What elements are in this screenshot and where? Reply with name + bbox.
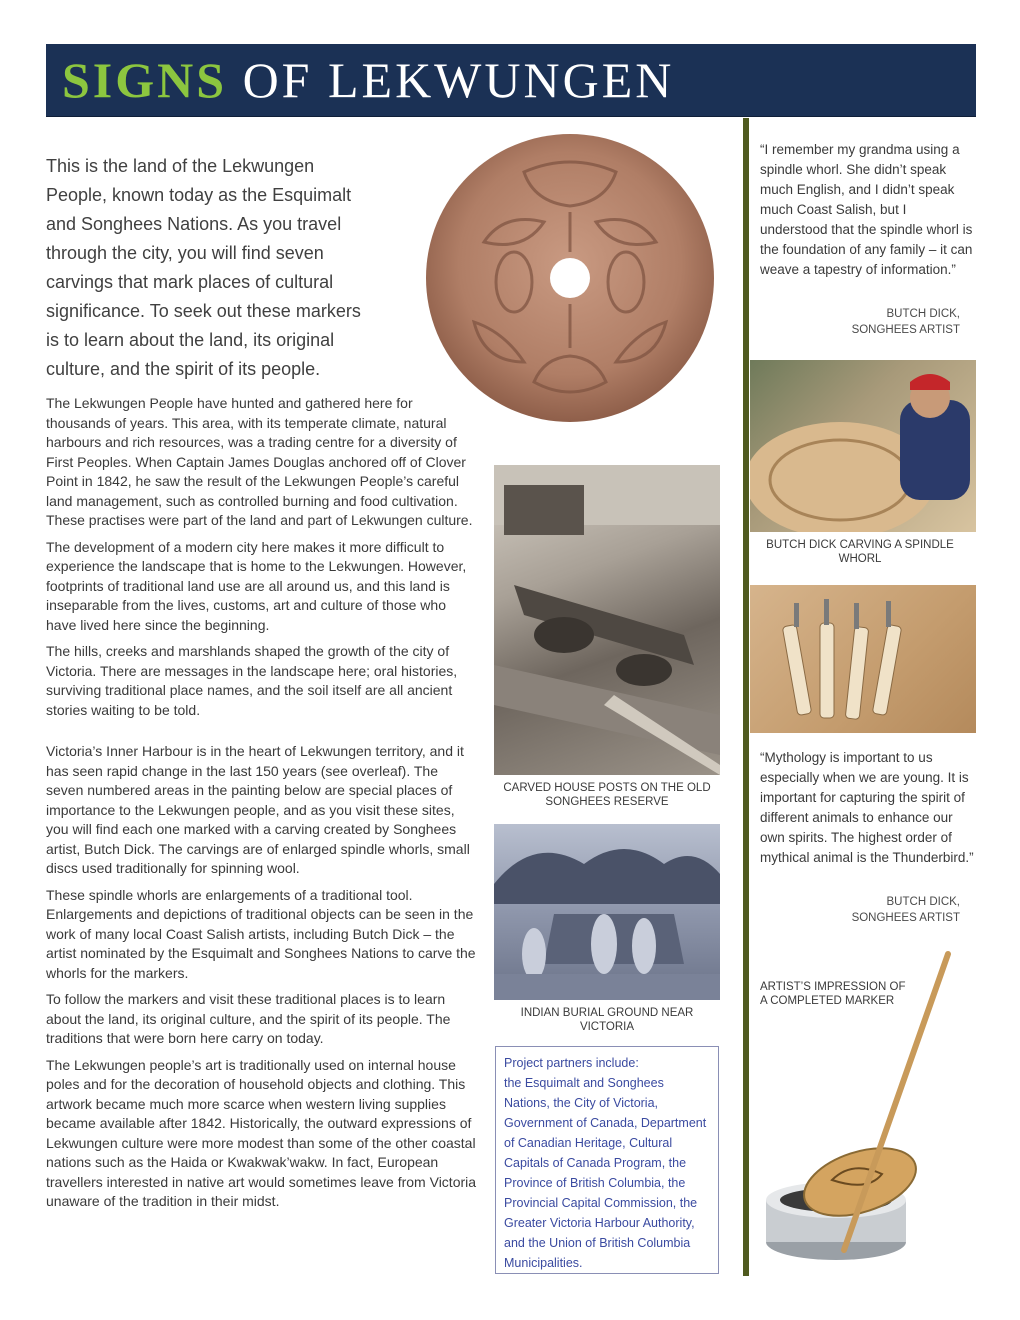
body-text-upper xyxy=(46,394,478,727)
quote-grandma: “I remember my grandma using a spindle whorl. She didn’t speak much English, and I didn’t speak much Coast Salish, but I understood that the spindle whorl is the foundation of any family – it can weave a tapestry of information.” xyxy=(760,142,973,277)
house-posts-caption: CARVED HOUSE POSTS ON THE OLD SONGHEES RESERVE xyxy=(503,782,711,808)
attribution-role: SONGHEES ARTIST xyxy=(851,324,960,336)
body-paragraph: The Lekwungen people’s art is traditionally used on internal house poles and for the decoration of household objects and clothing. This artwork became much more scarce when western living supplies became available after 1842. Historically, the outward expressions of Lekwungen culture were more modest than some of the other coastal nations such as the Haida or Kwakwak’wakw. In fact, European travellers interested in native art would sometimes leave from Victoria unaware of the tradition in their midst. xyxy=(46,1056,477,1209)
partners-list: the Esquimalt and Songhees Nations, the City of Victoria, Government of Canada, Department of Canadian Heritage, Cultural Capitals of Canada Program, the Province of British Columbia, the Provincial Capital Commission, the Greater Victoria Harbour Authority, and the Union of British Columbia Municipalities. xyxy=(504,1076,707,1270)
quote-attribution xyxy=(760,894,960,926)
attribution-name: BUTCH DICK, xyxy=(886,308,960,320)
title-highlight: SIGNS xyxy=(62,52,228,108)
attribution-name: BUTCH DICK, xyxy=(886,896,960,908)
partners-heading: Project partners include: xyxy=(504,1056,639,1070)
project-partners-box xyxy=(495,1046,719,1274)
house-posts-photo xyxy=(494,465,720,775)
page-title xyxy=(62,52,674,108)
body-paragraph: These spindle whorls are enlargements of a traditional tool. Enlargements and depictions of traditional objects can be seen in the work of many local Coast Salish artists, including Butch Dick – the artist nominated by the Esquimalt and Songhees Nations to carve the whorls for the markers. xyxy=(46,886,476,981)
burial-ground-caption: INDIAN BURIAL GROUND NEAR VICTORIA xyxy=(520,1007,694,1033)
title-banner xyxy=(46,44,976,117)
butch-carving-caption: BUTCH DICK CARVING A SPINDLE WHORL xyxy=(766,539,954,565)
butch-carving-photo xyxy=(750,360,976,532)
body-paragraph: The development of a modern city here makes it more difficult to experience the landscape that is home to the Lekwungen. However, footprints of traditional land use are all around us, and this land is inseparable from the lives, customs, art and culture of those who have lived here since the beginning. xyxy=(46,538,467,633)
marker-illustration xyxy=(752,950,974,1276)
title-rest: OF LEKWUNGEN xyxy=(242,52,675,108)
marker-caption: ARTIST’S IMPRESSION OF A COMPLETED MARKER xyxy=(760,981,906,1007)
quote-mythology: “Mythology is important to us especially when we are young. It is important for capturing the spirit of different animals to enhance our own spirits. The highest order of mythical animal is the Thunderbird.” xyxy=(760,750,974,865)
body-paragraph: The Lekwungen People have hunted and gathered here for thousands of years. This area, with its temperate climate, natural harbours and rich resources, was a trading centre for a diversity of First Peoples. When Captain James Douglas anchored off of Clover Point in 1842, he saw the result of the Lekwungen People’s careful land management, such as controlled burning and food cultivation. These practises were part of the land and part of Lekwungen culture. xyxy=(46,395,473,528)
quote-attribution xyxy=(760,306,960,338)
burial-ground-illustration xyxy=(494,824,720,1000)
intro-text: This is the land of the Lekwungen People, known today as the Esquimalt and Songhees Nations. As you travel through the city, you will find seven carvings that mark places of cultural significance. To seek out these markers is to learn about the land, its original culture, and the spirit of its people. xyxy=(46,156,361,379)
body-paragraph: The hills, creeks and marshlands shaped the growth of the city of Victoria. There are messages in the landscape here; oral histories, surviving traditional place names, and the soil itself are all ancient stories waiting to be told. xyxy=(46,643,458,718)
vertical-divider xyxy=(743,118,749,1276)
attribution-role: SONGHEES ARTIST xyxy=(851,912,960,924)
body-paragraph: Victoria’s Inner Harbour is in the heart of Lekwungen territory, and it has seen rapid change in the last 150 years (see overleaf). The seven numbered areas in the painting below are special places of importance to the Lekwungen people, and as you visit these sites, you will find each one marked with a carving created by Songhees artist, Butch Dick. The carvings are of enlarged spindle whorls, small discs used traditionally for spinning wool. xyxy=(46,743,470,876)
body-paragraph: To follow the markers and visit these traditional places is to learn about the land, its original culture, and the spirit of its people. The traditions that were born here carry on today. xyxy=(46,991,451,1046)
carving-tools-photo xyxy=(750,585,976,733)
body-text-lower xyxy=(46,742,478,1219)
spindle-whorl-image xyxy=(424,132,716,424)
